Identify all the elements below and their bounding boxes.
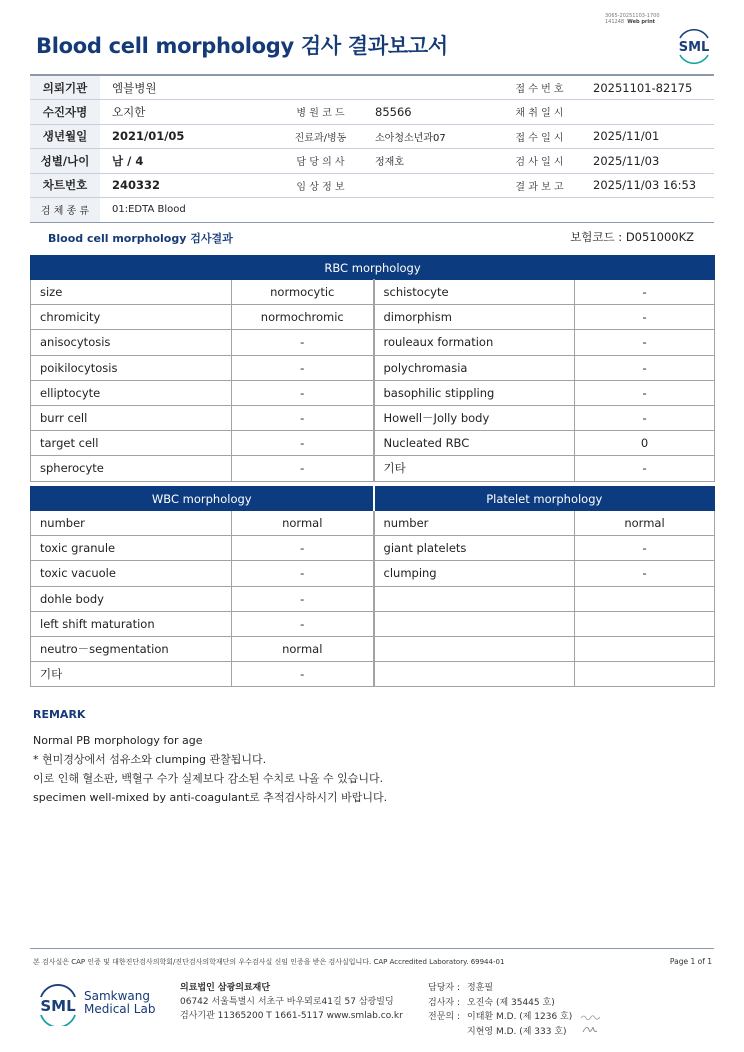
item-name-cell: burr cell (31, 405, 232, 430)
item-value-cell: - (232, 431, 374, 456)
chart-value: 240332 (100, 173, 278, 198)
certification-text: 본 검사실은 CAP 인증 및 대한진단검사의학회/진단검사의학재단의 우수검사실 신임 인증을 받은 검사실입니다. CAP Accredited Laboratory. 69944-01 (33, 958, 505, 966)
chart-label: 차트번호 (30, 173, 100, 198)
item-value-cell: - (232, 586, 374, 611)
item-value-cell: normocytic (232, 280, 374, 305)
receipt-date-value: 2025/11/01 (581, 124, 714, 149)
table-row (31, 405, 715, 430)
item-name-cell: neutro－segmentation (31, 636, 232, 661)
item-value-cell: - (232, 380, 374, 405)
item-name-cell: basophilic stippling (374, 380, 575, 405)
clinical-label: 임 상 정 보 (278, 173, 363, 198)
wbc-platelet-table (30, 486, 715, 687)
item-name-cell (374, 636, 575, 661)
dept-label: 진료과/병동 (278, 124, 363, 149)
table-row (31, 611, 715, 636)
report-date-value: 2025/11/03 16:53 (581, 173, 714, 198)
item-value-cell: - (575, 536, 715, 561)
receipt-no-value: 20251101-82175 (581, 75, 714, 100)
specimen-label: 검 체 종 류 (30, 198, 100, 223)
hospital-code-label: 병 원 코 드 (278, 100, 363, 125)
table-row (31, 305, 715, 330)
item-name-cell: elliptocyte (31, 380, 232, 405)
test-date-label: 검 사 일 시 (498, 149, 581, 174)
remark-line: Normal PB morphology for age (33, 734, 203, 747)
table-row (31, 431, 715, 456)
specimen-value: 01:EDTA Blood (100, 198, 714, 223)
remark-line: specimen well-mixed by anti-coagulant로 추적검사하시기 바랍니다. (33, 791, 388, 804)
svg-text:SML: SML (678, 40, 710, 55)
sex-age-value: 남 / 4 (100, 149, 278, 174)
item-name-cell: spherocyte (31, 456, 232, 481)
item-value-cell: normal (232, 511, 374, 536)
item-name-cell: number (31, 511, 232, 536)
item-name-cell: clumping (374, 561, 575, 586)
item-name-cell: toxic granule (31, 536, 232, 561)
item-name-cell: left shift maturation (31, 611, 232, 636)
report-title: Blood cell morphology 검사 결과보고서 (36, 34, 448, 58)
item-name-cell: giant platelets (374, 536, 575, 561)
item-name-cell (374, 662, 575, 687)
report-date-label: 결 과 보 고 (498, 173, 581, 198)
table-row (31, 511, 715, 536)
insurance-code: 보험코드 : D051000KZ (570, 230, 694, 244)
item-value-cell: - (232, 536, 374, 561)
item-value-cell: - (575, 405, 715, 430)
item-value-cell: - (575, 561, 715, 586)
page-number: Page 1 of 1 (669, 957, 712, 966)
hospital-code-value: 85566 (363, 100, 498, 125)
table-row (31, 636, 715, 661)
dept-value: 소아청소년과07 (363, 124, 498, 149)
patient-info-table (30, 74, 714, 223)
item-value-cell: - (232, 355, 374, 380)
item-name-cell: 기타 (374, 456, 575, 481)
remark-line: 이로 인해 혈소판, 백혈구 수가 실제보다 감소된 수치로 나올 수 있습니다. (33, 772, 384, 785)
section-title: Blood cell morphology 검사결과 (48, 232, 233, 245)
item-value-cell (575, 611, 715, 636)
item-value-cell (575, 636, 715, 661)
org-address: 의료법인 삼광의료재단 06742 서울특별시 서초구 바우뫼로41길 57 삼광빌딩 검사기관 11365200 T 1661-5117 www.smlab.co.kr (180, 983, 403, 1021)
table-row (31, 456, 715, 481)
item-value-cell: normal (575, 511, 715, 536)
doctor-label: 담 당 의 사 (278, 149, 363, 174)
item-name-cell (374, 586, 575, 611)
item-value-cell: 0 (575, 431, 715, 456)
platelet-header: Platelet morphology (374, 487, 715, 511)
wbc-header: WBC morphology (31, 487, 374, 511)
item-value-cell: - (232, 662, 374, 687)
item-name-cell: anisocytosis (31, 330, 232, 355)
signature-icon (579, 1010, 609, 1040)
svg-text:SML: SML (40, 997, 76, 1015)
item-value-cell: - (232, 330, 374, 355)
item-name-cell: dimorphism (374, 305, 575, 330)
item-name-cell: poikilocytosis (31, 355, 232, 380)
table-row (31, 662, 715, 687)
item-value-cell: - (575, 456, 715, 481)
item-value-cell: - (232, 405, 374, 430)
receipt-date-label: 접 수 일 시 (498, 124, 581, 149)
collect-date-label: 채 취 일 시 (498, 100, 581, 125)
patient-label: 수진자명 (30, 100, 100, 125)
patient-value: 오지한 (100, 100, 278, 125)
remark-text (33, 731, 387, 807)
sml-logo-icon (674, 24, 714, 64)
client-label: 의뢰기관 (30, 75, 100, 100)
doctor-value: 정재호 (363, 149, 498, 174)
remark-line: * 현미경상에서 섬유소와 clumping 관찰됩니다. (33, 753, 267, 766)
table-row (31, 380, 715, 405)
clinical-value (363, 173, 498, 198)
item-name-cell: chromicity (31, 305, 232, 330)
footer-divider (30, 948, 714, 949)
item-name-cell: schistocyte (374, 280, 575, 305)
sex-age-label: 성별/나이 (30, 149, 100, 174)
item-value-cell: normal (232, 636, 374, 661)
staff-list: 담당자 : 정훈필 검사자 : 오진숙 (제 35445 호) 전문의 : 이태환 M.D. (제 1236 호) 지현영 M.D. (제 333 호) (428, 983, 573, 1037)
item-value-cell: - (232, 561, 374, 586)
item-value-cell (575, 662, 715, 687)
item-value-cell: - (575, 355, 715, 380)
table-row (31, 355, 715, 380)
item-name-cell: number (374, 511, 575, 536)
table-row (31, 536, 715, 561)
receipt-no-label: 접 수 번 호 (498, 75, 581, 100)
item-name-cell: Howell－Jolly body (374, 405, 575, 430)
item-value-cell: - (575, 305, 715, 330)
remark-title: REMARK (33, 708, 86, 721)
item-value-cell: normochromic (232, 305, 374, 330)
item-name-cell: target cell (31, 431, 232, 456)
item-name-cell: 기타 (31, 662, 232, 687)
table-row (31, 586, 715, 611)
item-value-cell: - (232, 611, 374, 636)
table-row (31, 561, 715, 586)
dob-label: 생년월일 (30, 124, 100, 149)
collect-date-value (581, 100, 714, 125)
rbc-morphology-table (30, 255, 715, 482)
item-value-cell: - (575, 330, 715, 355)
item-value-cell: - (575, 380, 715, 405)
rbc-header: RBC morphology (31, 256, 715, 280)
test-date-value: 2025/11/03 (581, 149, 714, 174)
item-name-cell: rouleaux formation (374, 330, 575, 355)
client-value: 엠블병원 (100, 75, 498, 100)
dob-value: 2021/01/05 (100, 124, 278, 149)
item-value-cell: - (232, 456, 374, 481)
brand-name: Samkwang Medical Lab (84, 989, 156, 1016)
print-code: 3065-20251103-1700 141248 Web print (605, 13, 660, 25)
sml-logo-icon (36, 982, 80, 1026)
item-name-cell: Nucleated RBC (374, 431, 575, 456)
item-name-cell (374, 611, 575, 636)
item-value-cell (575, 586, 715, 611)
item-name-cell: toxic vacuole (31, 561, 232, 586)
table-row (31, 330, 715, 355)
item-name-cell: dohle body (31, 586, 232, 611)
item-value-cell: - (575, 280, 715, 305)
item-name-cell: size (31, 280, 232, 305)
item-name-cell: polychromasia (374, 355, 575, 380)
table-row (31, 280, 715, 305)
